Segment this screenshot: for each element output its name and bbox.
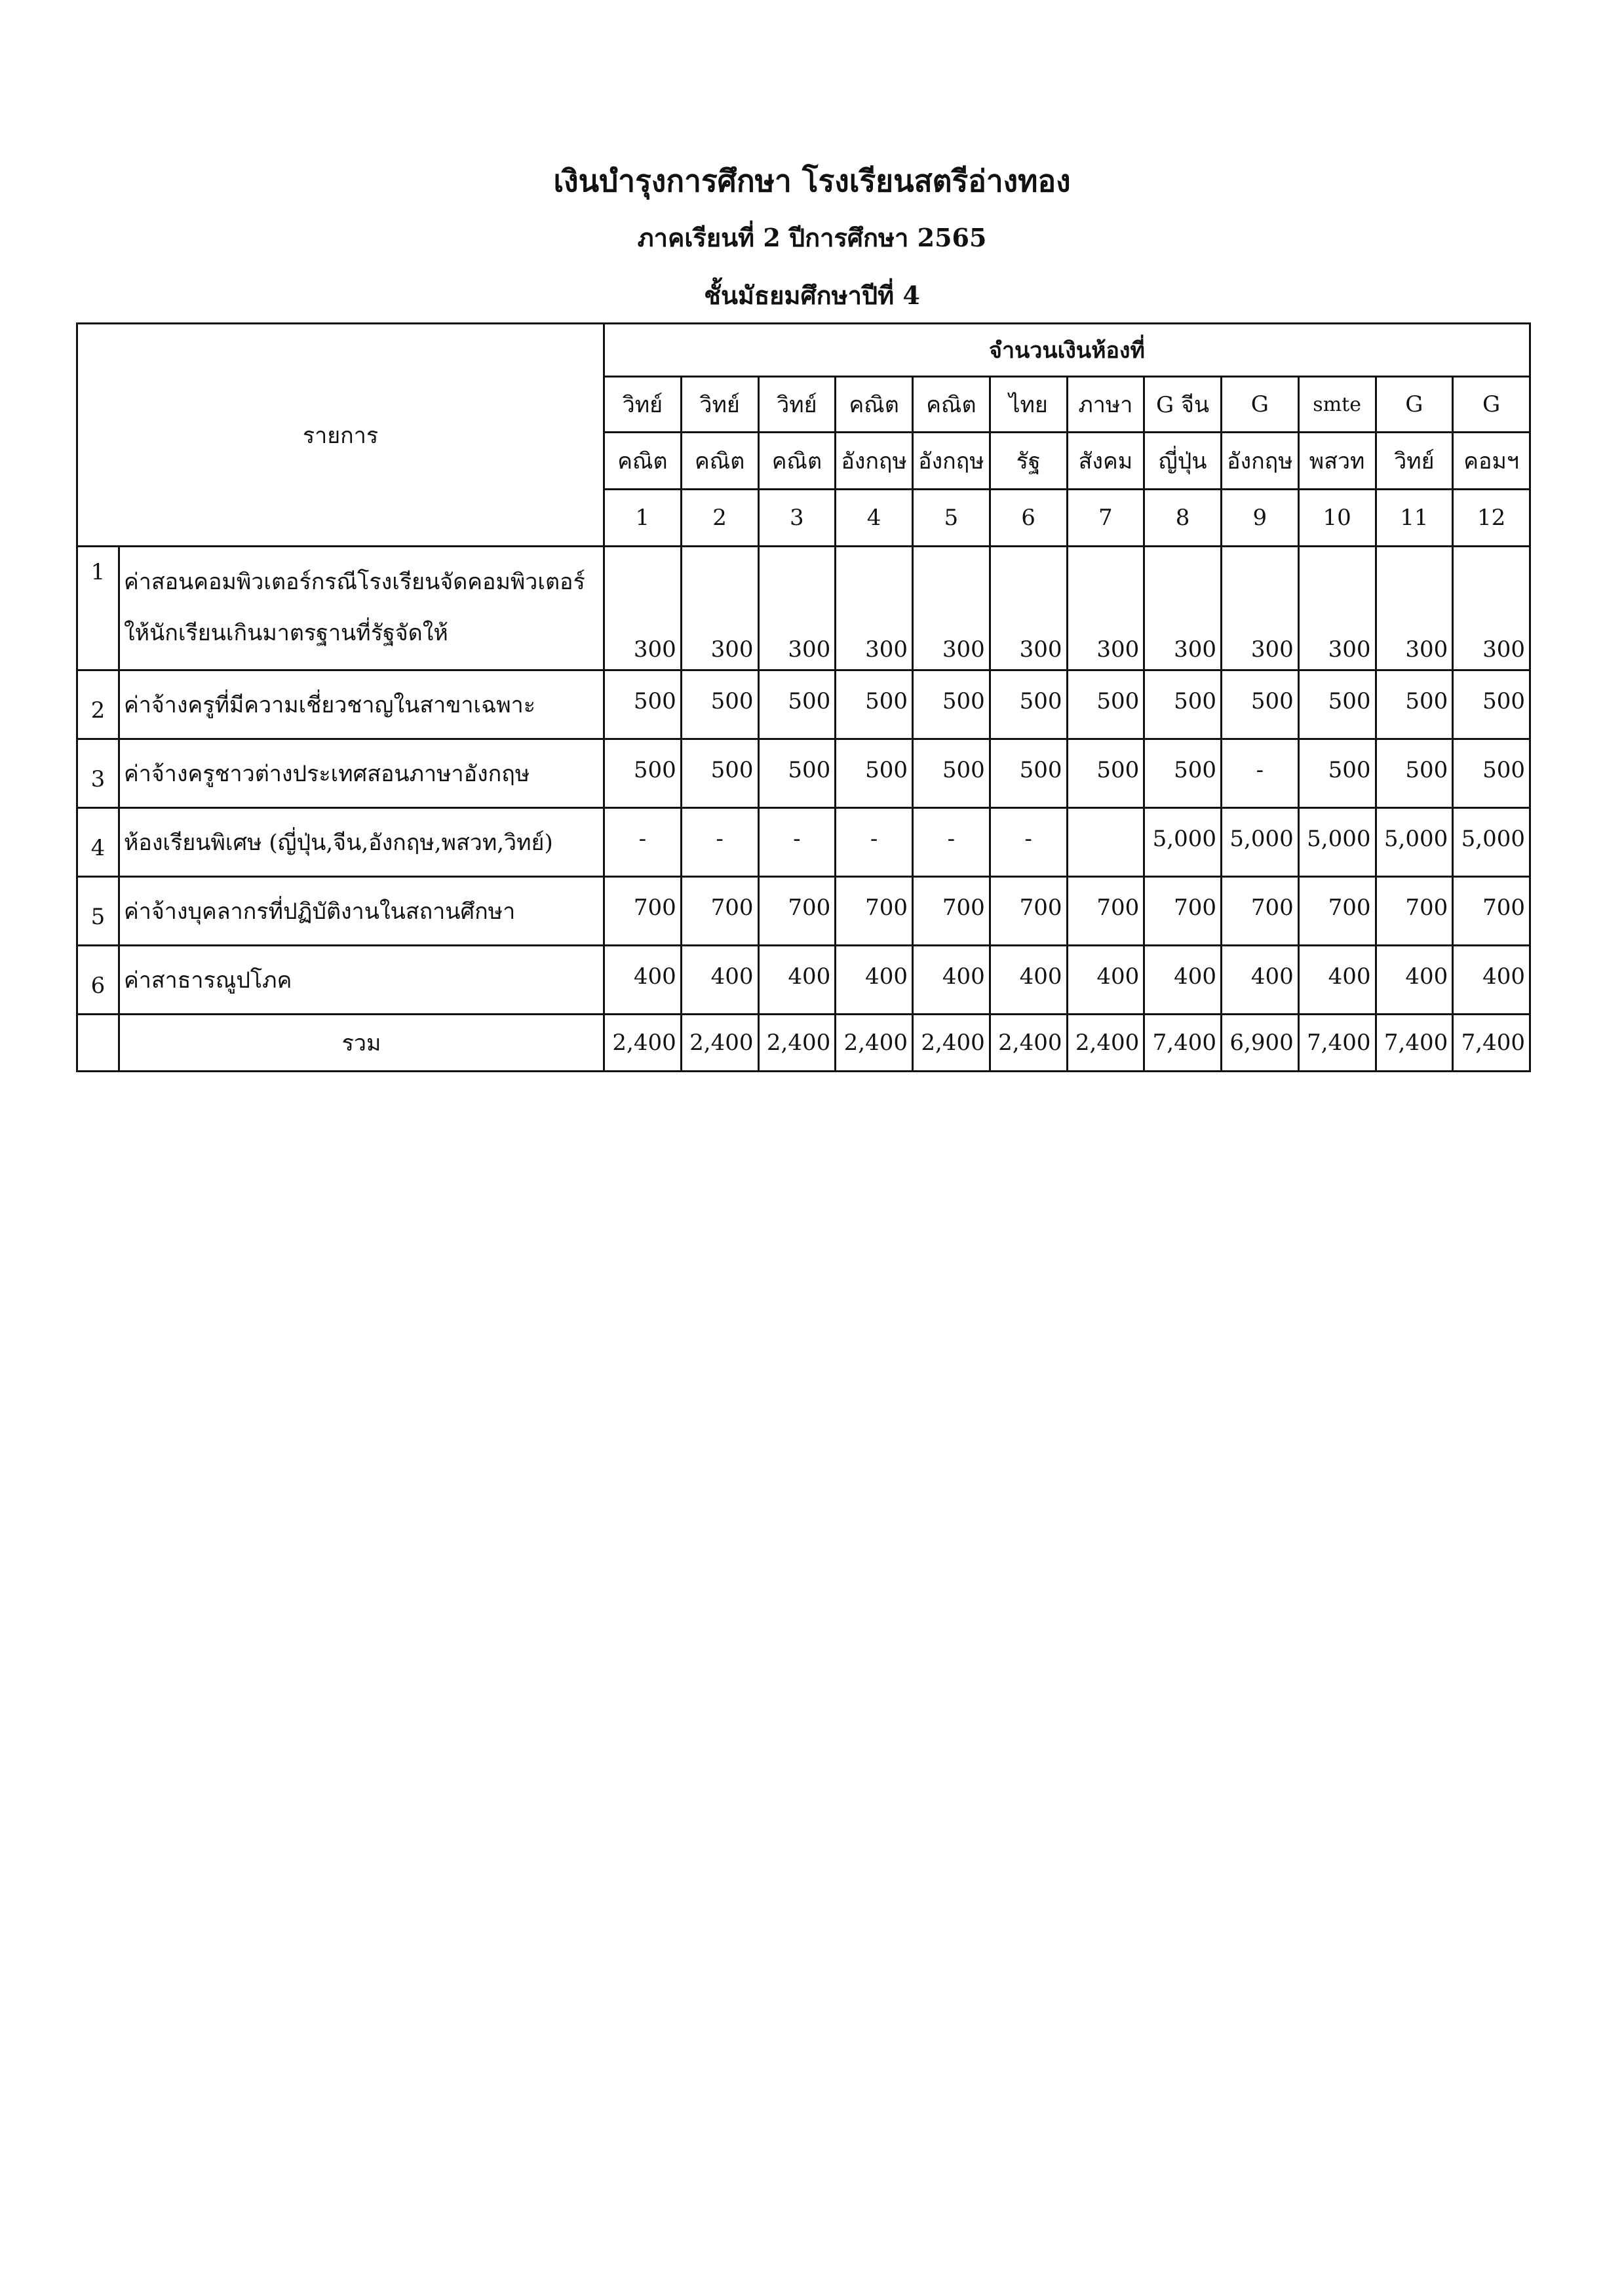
room-7-track-line2: สังคม xyxy=(1067,433,1144,490)
amount-cell: 300 xyxy=(1453,547,1530,670)
amount-cell: 500 xyxy=(1453,670,1530,739)
item-label-line1: ค่าจ้างบุคลากรที่ปฏิบัติงานในสถานศึกษา xyxy=(124,899,516,925)
amount-cell: 400 xyxy=(1453,946,1530,1015)
room-6-track-line2: รัฐ xyxy=(990,433,1067,490)
room-11-number: 11 xyxy=(1376,490,1453,547)
room-12-track-line2: คอมฯ xyxy=(1453,433,1530,490)
total-amount-cell: 7,400 xyxy=(1376,1015,1453,1072)
document-title: เงินบำรุงการศึกษา โรงเรียนสตรีอ่างทอง xyxy=(553,163,1071,199)
amount-cell: 300 xyxy=(913,547,990,670)
amount-cell: 700 xyxy=(913,877,990,946)
room-6-number: 6 xyxy=(990,490,1067,547)
amount-cell: 700 xyxy=(836,877,913,946)
amount-cell: - xyxy=(990,808,1067,877)
room-8-number: 8 xyxy=(1144,490,1222,547)
item-label-line2: ให้นักเรียนเกินมาตรฐานที่รัฐจัดให้ xyxy=(124,620,448,646)
room-11-track-line1: G xyxy=(1376,377,1453,433)
table-row xyxy=(77,946,1530,1015)
room-2-number: 2 xyxy=(681,490,758,547)
item-label-line1: ค่าสาธารณูปโภค xyxy=(124,967,292,994)
amount-cell: 700 xyxy=(681,877,758,946)
amount-cell: 500 xyxy=(681,739,758,808)
total-amount-cell: 2,400 xyxy=(990,1015,1067,1072)
amount-cell: 500 xyxy=(990,739,1067,808)
amount-cell: 500 xyxy=(990,670,1067,739)
amount-cell: - xyxy=(681,808,758,877)
amount-cell: 5,000 xyxy=(1144,808,1222,877)
amount-cell: 700 xyxy=(1222,877,1299,946)
room-10-track-line2: พสวท xyxy=(1298,433,1376,490)
amount-cell: 500 xyxy=(913,670,990,739)
amount-cell: 5,000 xyxy=(1376,808,1453,877)
amount-cell: 500 xyxy=(1298,739,1376,808)
total-row-number-blank xyxy=(77,1015,119,1072)
table-row xyxy=(77,877,1530,946)
amount-cell: 700 xyxy=(1144,877,1222,946)
room-1-number: 1 xyxy=(604,490,682,547)
amount-cell: 500 xyxy=(913,739,990,808)
row-number: 1 xyxy=(77,547,119,670)
grade-level: ชั้นมัธยมศึกษาปีที่ 4 xyxy=(704,281,920,310)
room-4-number: 4 xyxy=(836,490,913,547)
amount-cell: 500 xyxy=(836,670,913,739)
amount-cell: 400 xyxy=(681,946,758,1015)
row-item-label xyxy=(119,739,604,808)
row-item-label xyxy=(119,670,604,739)
room-4-track-line1: คณิต xyxy=(836,377,913,433)
table-row xyxy=(77,670,1530,739)
amount-cell: 400 xyxy=(1376,946,1453,1015)
amount-cell: 500 xyxy=(1222,670,1299,739)
amount-cell: - xyxy=(1222,739,1299,808)
amount-cell: 300 xyxy=(1222,547,1299,670)
row-number: 2 xyxy=(77,670,119,739)
amount-cell: 500 xyxy=(681,670,758,739)
total-amount-cell: 2,400 xyxy=(913,1015,990,1072)
item-label-line1: ค่าสอนคอมพิวเตอร์กรณีโรงเรียนจัดคอมพิวเตอร์ xyxy=(124,569,585,595)
document-subtitle: ภาคเรียนที่ 2 ปีการศึกษา 2565 xyxy=(637,223,987,252)
amount-cell: 400 xyxy=(836,946,913,1015)
amount-cell: 500 xyxy=(1376,670,1453,739)
row-item-label xyxy=(119,547,604,670)
amount-cell: 5,000 xyxy=(1298,808,1376,877)
amount-cell: 400 xyxy=(1144,946,1222,1015)
row-item-label xyxy=(119,808,604,877)
fee-table xyxy=(76,322,1531,1072)
amount-cell: - xyxy=(604,808,682,877)
row-number: 4 xyxy=(77,808,119,877)
room-7-number: 7 xyxy=(1067,490,1144,547)
amount-cell xyxy=(1067,808,1144,877)
amount-group-header: จำนวนเงินห้องที่ xyxy=(604,324,1530,377)
room-3-track-line2: คณิต xyxy=(758,433,836,490)
room-9-track-line1: G xyxy=(1222,377,1299,433)
amount-cell: 5,000 xyxy=(1453,808,1530,877)
total-amount-cell: 2,400 xyxy=(836,1015,913,1072)
amount-cell: 500 xyxy=(604,670,682,739)
room-4-track-line2: อังกฤษ xyxy=(836,433,913,490)
room-2-track-line1: วิทย์ xyxy=(681,377,758,433)
amount-cell: 300 xyxy=(1067,547,1144,670)
row-number: 3 xyxy=(77,739,119,808)
total-amount-cell: 7,400 xyxy=(1298,1015,1376,1072)
amount-cell: 700 xyxy=(1067,877,1144,946)
amount-cell: 500 xyxy=(758,739,836,808)
amount-cell: 700 xyxy=(1298,877,1376,946)
amount-cell: 400 xyxy=(604,946,682,1015)
table-row xyxy=(77,808,1530,877)
room-9-number: 9 xyxy=(1222,490,1299,547)
row-number: 6 xyxy=(77,946,119,1015)
room-1-track-line1: วิทย์ xyxy=(604,377,682,433)
row-item-label xyxy=(119,877,604,946)
total-amount-cell: 2,400 xyxy=(758,1015,836,1072)
amount-cell: 300 xyxy=(1144,547,1222,670)
amount-cell: 500 xyxy=(1453,739,1530,808)
total-amount-cell: 2,400 xyxy=(1067,1015,1144,1072)
room-8-track-line1: G จีน xyxy=(1144,377,1222,433)
amount-cell: 500 xyxy=(1144,739,1222,808)
total-amount-cell: 2,400 xyxy=(604,1015,682,1072)
amount-cell: 500 xyxy=(758,670,836,739)
amount-cell: 700 xyxy=(990,877,1067,946)
amount-cell: 500 xyxy=(836,739,913,808)
total-amount-cell: 6,900 xyxy=(1222,1015,1299,1072)
amount-cell: - xyxy=(913,808,990,877)
amount-cell: 300 xyxy=(604,547,682,670)
table-row xyxy=(77,547,1530,670)
row-item-label xyxy=(119,946,604,1015)
amount-cell: 300 xyxy=(681,547,758,670)
room-12-track-line1: G xyxy=(1453,377,1530,433)
amount-cell: 500 xyxy=(1298,670,1376,739)
room-10-track-line1: smte xyxy=(1298,377,1376,433)
amount-cell: 500 xyxy=(1376,739,1453,808)
room-3-number: 3 xyxy=(758,490,836,547)
amount-cell: 700 xyxy=(758,877,836,946)
amount-cell: 500 xyxy=(1067,739,1144,808)
room-7-track-line1: ภาษา xyxy=(1067,377,1144,433)
amount-cell: 5,000 xyxy=(1222,808,1299,877)
amount-cell: - xyxy=(758,808,836,877)
room-1-track-line2: คณิต xyxy=(604,433,682,490)
amount-cell: 700 xyxy=(604,877,682,946)
room-5-track-line1: คณิต xyxy=(913,377,990,433)
amount-cell: 400 xyxy=(990,946,1067,1015)
amount-cell: 700 xyxy=(1376,877,1453,946)
amount-cell: 700 xyxy=(1453,877,1530,946)
item-label-line1: ค่าจ้างครูที่มีความเชี่ยวชาญในสาขาเฉพาะ xyxy=(124,692,536,718)
total-amount-cell: 7,400 xyxy=(1453,1015,1530,1072)
room-6-track-line1: ไทย xyxy=(990,377,1067,433)
room-10-number: 10 xyxy=(1298,490,1376,547)
amount-cell: 500 xyxy=(1144,670,1222,739)
amount-cell: 300 xyxy=(1376,547,1453,670)
room-2-track-line2: คณิต xyxy=(681,433,758,490)
total-amount-cell: 7,400 xyxy=(1144,1015,1222,1072)
amount-cell: 400 xyxy=(1222,946,1299,1015)
amount-cell: 300 xyxy=(836,547,913,670)
room-11-track-line2: วิทย์ xyxy=(1376,433,1453,490)
room-5-track-line2: อังกฤษ xyxy=(913,433,990,490)
total-row xyxy=(77,1015,1530,1072)
room-12-number: 12 xyxy=(1453,490,1530,547)
amount-cell: 400 xyxy=(1067,946,1144,1015)
amount-cell: 500 xyxy=(1067,670,1144,739)
room-9-track-line2: อังกฤษ xyxy=(1222,433,1299,490)
amount-cell: 300 xyxy=(990,547,1067,670)
amount-cell: - xyxy=(836,808,913,877)
amount-cell: 300 xyxy=(758,547,836,670)
item-header: รายการ xyxy=(77,324,604,547)
amount-cell: 400 xyxy=(758,946,836,1015)
room-8-track-line2: ญี่ปุ่น xyxy=(1144,433,1222,490)
item-label-line1: ค่าจ้างครูชาวต่างประเทศสอนภาษาอังกฤษ xyxy=(124,761,530,787)
table-row xyxy=(77,739,1530,808)
total-amount-cell: 2,400 xyxy=(681,1015,758,1072)
row-number: 5 xyxy=(77,877,119,946)
total-label: รวม xyxy=(119,1015,604,1072)
amount-cell: 300 xyxy=(1298,547,1376,670)
amount-cell: 500 xyxy=(604,739,682,808)
amount-cell: 400 xyxy=(1298,946,1376,1015)
item-label-line1: ห้องเรียนพิเศษ (ญี่ปุ่น,จีน,อังกฤษ,พสวท,วิทย์) xyxy=(124,830,553,856)
room-3-track-line1: วิทย์ xyxy=(758,377,836,433)
room-5-number: 5 xyxy=(913,490,990,547)
amount-cell: 400 xyxy=(913,946,990,1015)
